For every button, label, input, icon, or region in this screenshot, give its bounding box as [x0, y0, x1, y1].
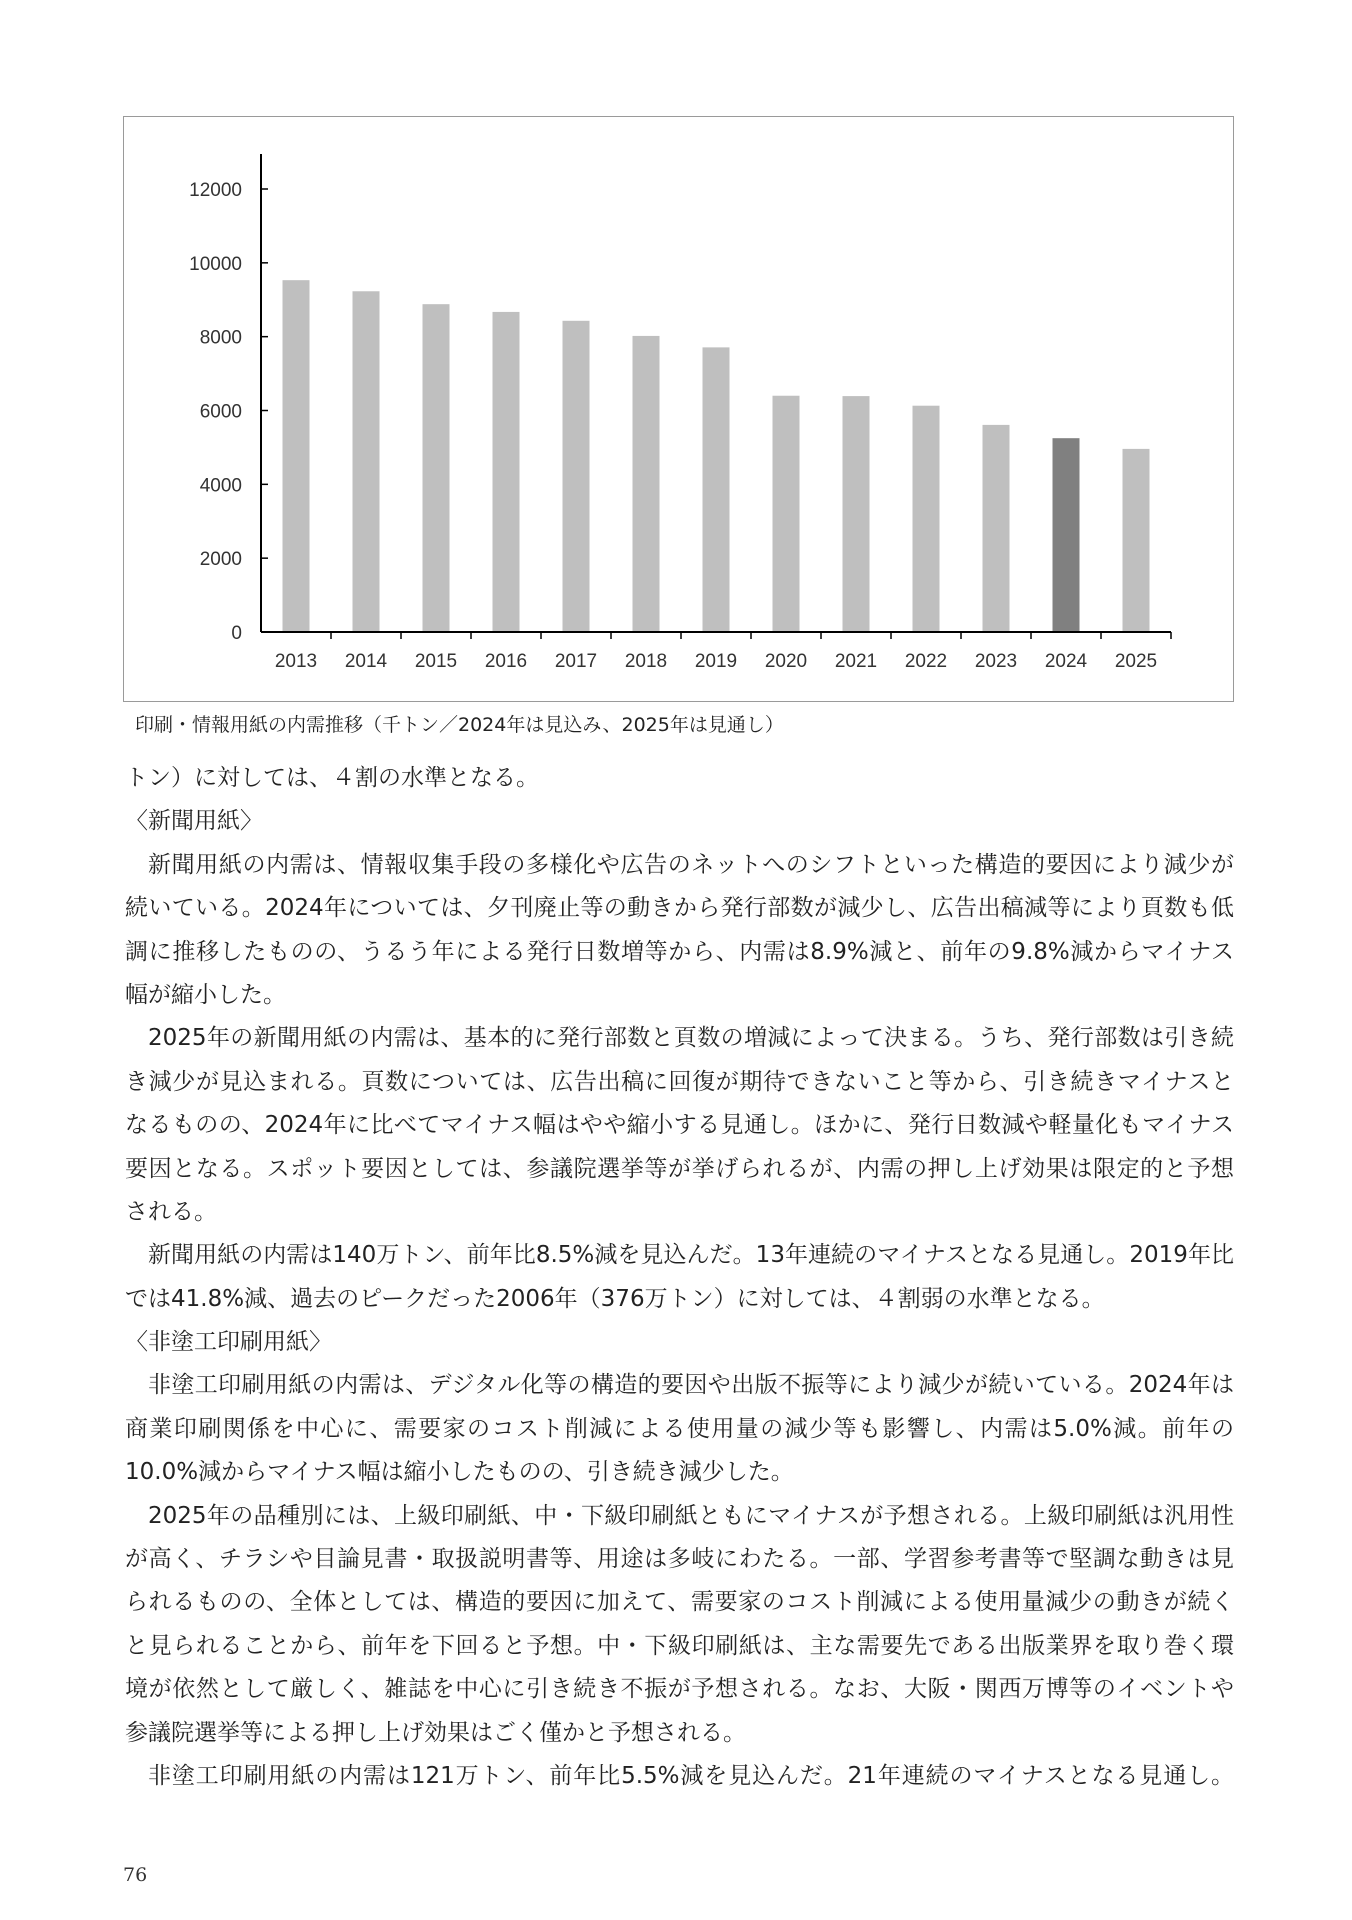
section-heading: 〈新聞用紙〉	[125, 808, 263, 835]
x-tick-label: 2020	[764, 651, 808, 672]
body-text-line: 新聞用紙の内需は140万トン、前年比8.5%減を見込んだ。13年連続のマイナスとなる見通し。2019年比	[148, 1242, 1234, 1269]
body-text-line: が高く、チラシや目論見書・取扱説明書等、用途は多岐にわたる。一部、学習参考書等で堅調な動きは見	[125, 1546, 1234, 1573]
x-tick-label: 2022	[904, 651, 948, 672]
page-number: 76	[123, 1864, 148, 1886]
bar-2014	[353, 291, 380, 632]
y-axis-ticks	[189, 180, 268, 644]
body-text-line: 境が依然として厳しく、雑誌を中心に引き続き不振が予想される。なお、大阪・関西万博等のイベントや	[125, 1676, 1234, 1703]
bar-2022	[913, 406, 940, 632]
body-text-line: トン）に対しては、４割の水準となる。	[125, 765, 539, 791]
y-tick-label: 2000	[199, 549, 242, 571]
x-tick-label: 2018	[624, 651, 668, 672]
bar-chart	[124, 117, 1233, 701]
bar-2025	[1123, 449, 1150, 632]
body-text-line: 調に推移したものの、うるう年による発行日数増等から、内需は8.9%減と、前年の9.8%減からマイナス	[125, 938, 1234, 965]
body-text-line: き減少が見込まれる。頁数については、広告出稿に回復が期待できないこと等から、引き続きマイナスと	[125, 1068, 1234, 1095]
x-tick-label: 2024	[1044, 651, 1088, 672]
bar-2019	[703, 347, 730, 632]
body-text-line: 2025年の品種別には、上級印刷紙、中・下級印刷紙ともにマイナスが予想される。上級印刷紙は汎用性	[148, 1502, 1234, 1529]
x-tick-label: 2016	[484, 651, 528, 672]
bar-2013	[283, 280, 310, 632]
body-text-line: 参議院選挙等による押し上げ効果はごく僅かと予想される。	[125, 1719, 746, 1746]
bar-2023	[983, 425, 1010, 632]
chart-frame	[123, 116, 1234, 702]
y-tick-label: 12000	[189, 180, 242, 201]
body-text-line: 新聞用紙の内需は、情報収集手段の多様化や広告のネットへのシフトといった構造的要因により減少が	[148, 851, 1234, 878]
y-tick-label: 6000	[199, 401, 242, 423]
x-tick-label: 2025	[1114, 651, 1158, 672]
bar-group	[283, 280, 1150, 632]
y-tick-label: 10000	[189, 253, 242, 275]
bar-2021	[843, 396, 870, 632]
body-text-line: では41.8%減、過去のピークだった2006年（376万トン）に対しては、４割弱の水準となる。	[125, 1285, 1105, 1312]
body-text-line: 続いている。2024年については、夕刊廃止等の動きから発行部数が減少し、広告出稿減等により頁数も低	[125, 895, 1234, 922]
body-text-line: 要因となる。スポット要因としては、参議院選挙等が挙げられるが、内需の押し上げ効果は限定的と予想	[125, 1155, 1234, 1182]
body-text-line: 10.0%減からマイナス幅は縮小したものの、引き続き減少した。	[125, 1459, 794, 1486]
bar-2016	[493, 312, 520, 632]
y-tick-label: 4000	[199, 475, 242, 497]
body-text-line: 商業印刷関係を中心に、需要家のコスト削減による使用量の減少等も影響し、内需は5.0%減。前年の	[125, 1415, 1234, 1442]
bar-2017	[563, 321, 590, 632]
body-text-line: 2025年の新聞用紙の内需は、基本的に発行部数と頁数の増減によって決まる。うち、発行部数は引き続	[148, 1025, 1234, 1052]
figure-caption: 印刷・情報用紙の内需推移（千トン／2024年は見込み、2025年は見通し）	[135, 714, 784, 736]
body-text-line: される。	[125, 1198, 217, 1225]
body-text-line: 非塗工印刷用紙の内需は121万トン、前年比5.5%減を見込んだ。21年連続のマイナスとなる見通し。	[148, 1762, 1234, 1789]
x-tick-label: 2017	[554, 651, 598, 672]
bar-2020	[773, 396, 800, 632]
body-text-line: なるものの、2024年に比べてマイナス幅はやや縮小する見通し。ほかに、発行日数減や軽量化もマイナス	[125, 1112, 1234, 1139]
bar-2018	[633, 336, 660, 632]
x-axis-ticks	[275, 632, 1171, 672]
bar-2024	[1053, 438, 1080, 632]
body-text-line: と見られることから、前年を下回ると予想。中・下級印刷紙は、主な需要先である出版業界を取り巻く環	[125, 1632, 1234, 1659]
bar-2015	[423, 304, 450, 632]
body-text	[125, 757, 1234, 1798]
x-tick-label: 2014	[344, 651, 388, 672]
x-tick-label: 2013	[274, 651, 318, 672]
y-tick-label: 0	[231, 623, 242, 644]
x-tick-label: 2023	[974, 651, 1018, 672]
x-tick-label: 2019	[694, 651, 738, 672]
x-tick-label: 2021	[834, 651, 878, 672]
body-text-line: 幅が縮小した。	[125, 981, 286, 1008]
body-text-line: られるものの、全体としては、構造的要因に加えて、需要家のコスト削減による使用量減少の動きが続く	[125, 1589, 1234, 1616]
x-tick-label: 2015	[414, 651, 458, 672]
body-text-line: 非塗工印刷用紙の内需は、デジタル化等の構造的要因や出版不振等により減少が続いている。2024年は	[148, 1372, 1234, 1399]
y-tick-label: 8000	[199, 327, 242, 349]
section-heading: 〈非塗工印刷用紙〉	[125, 1329, 332, 1356]
